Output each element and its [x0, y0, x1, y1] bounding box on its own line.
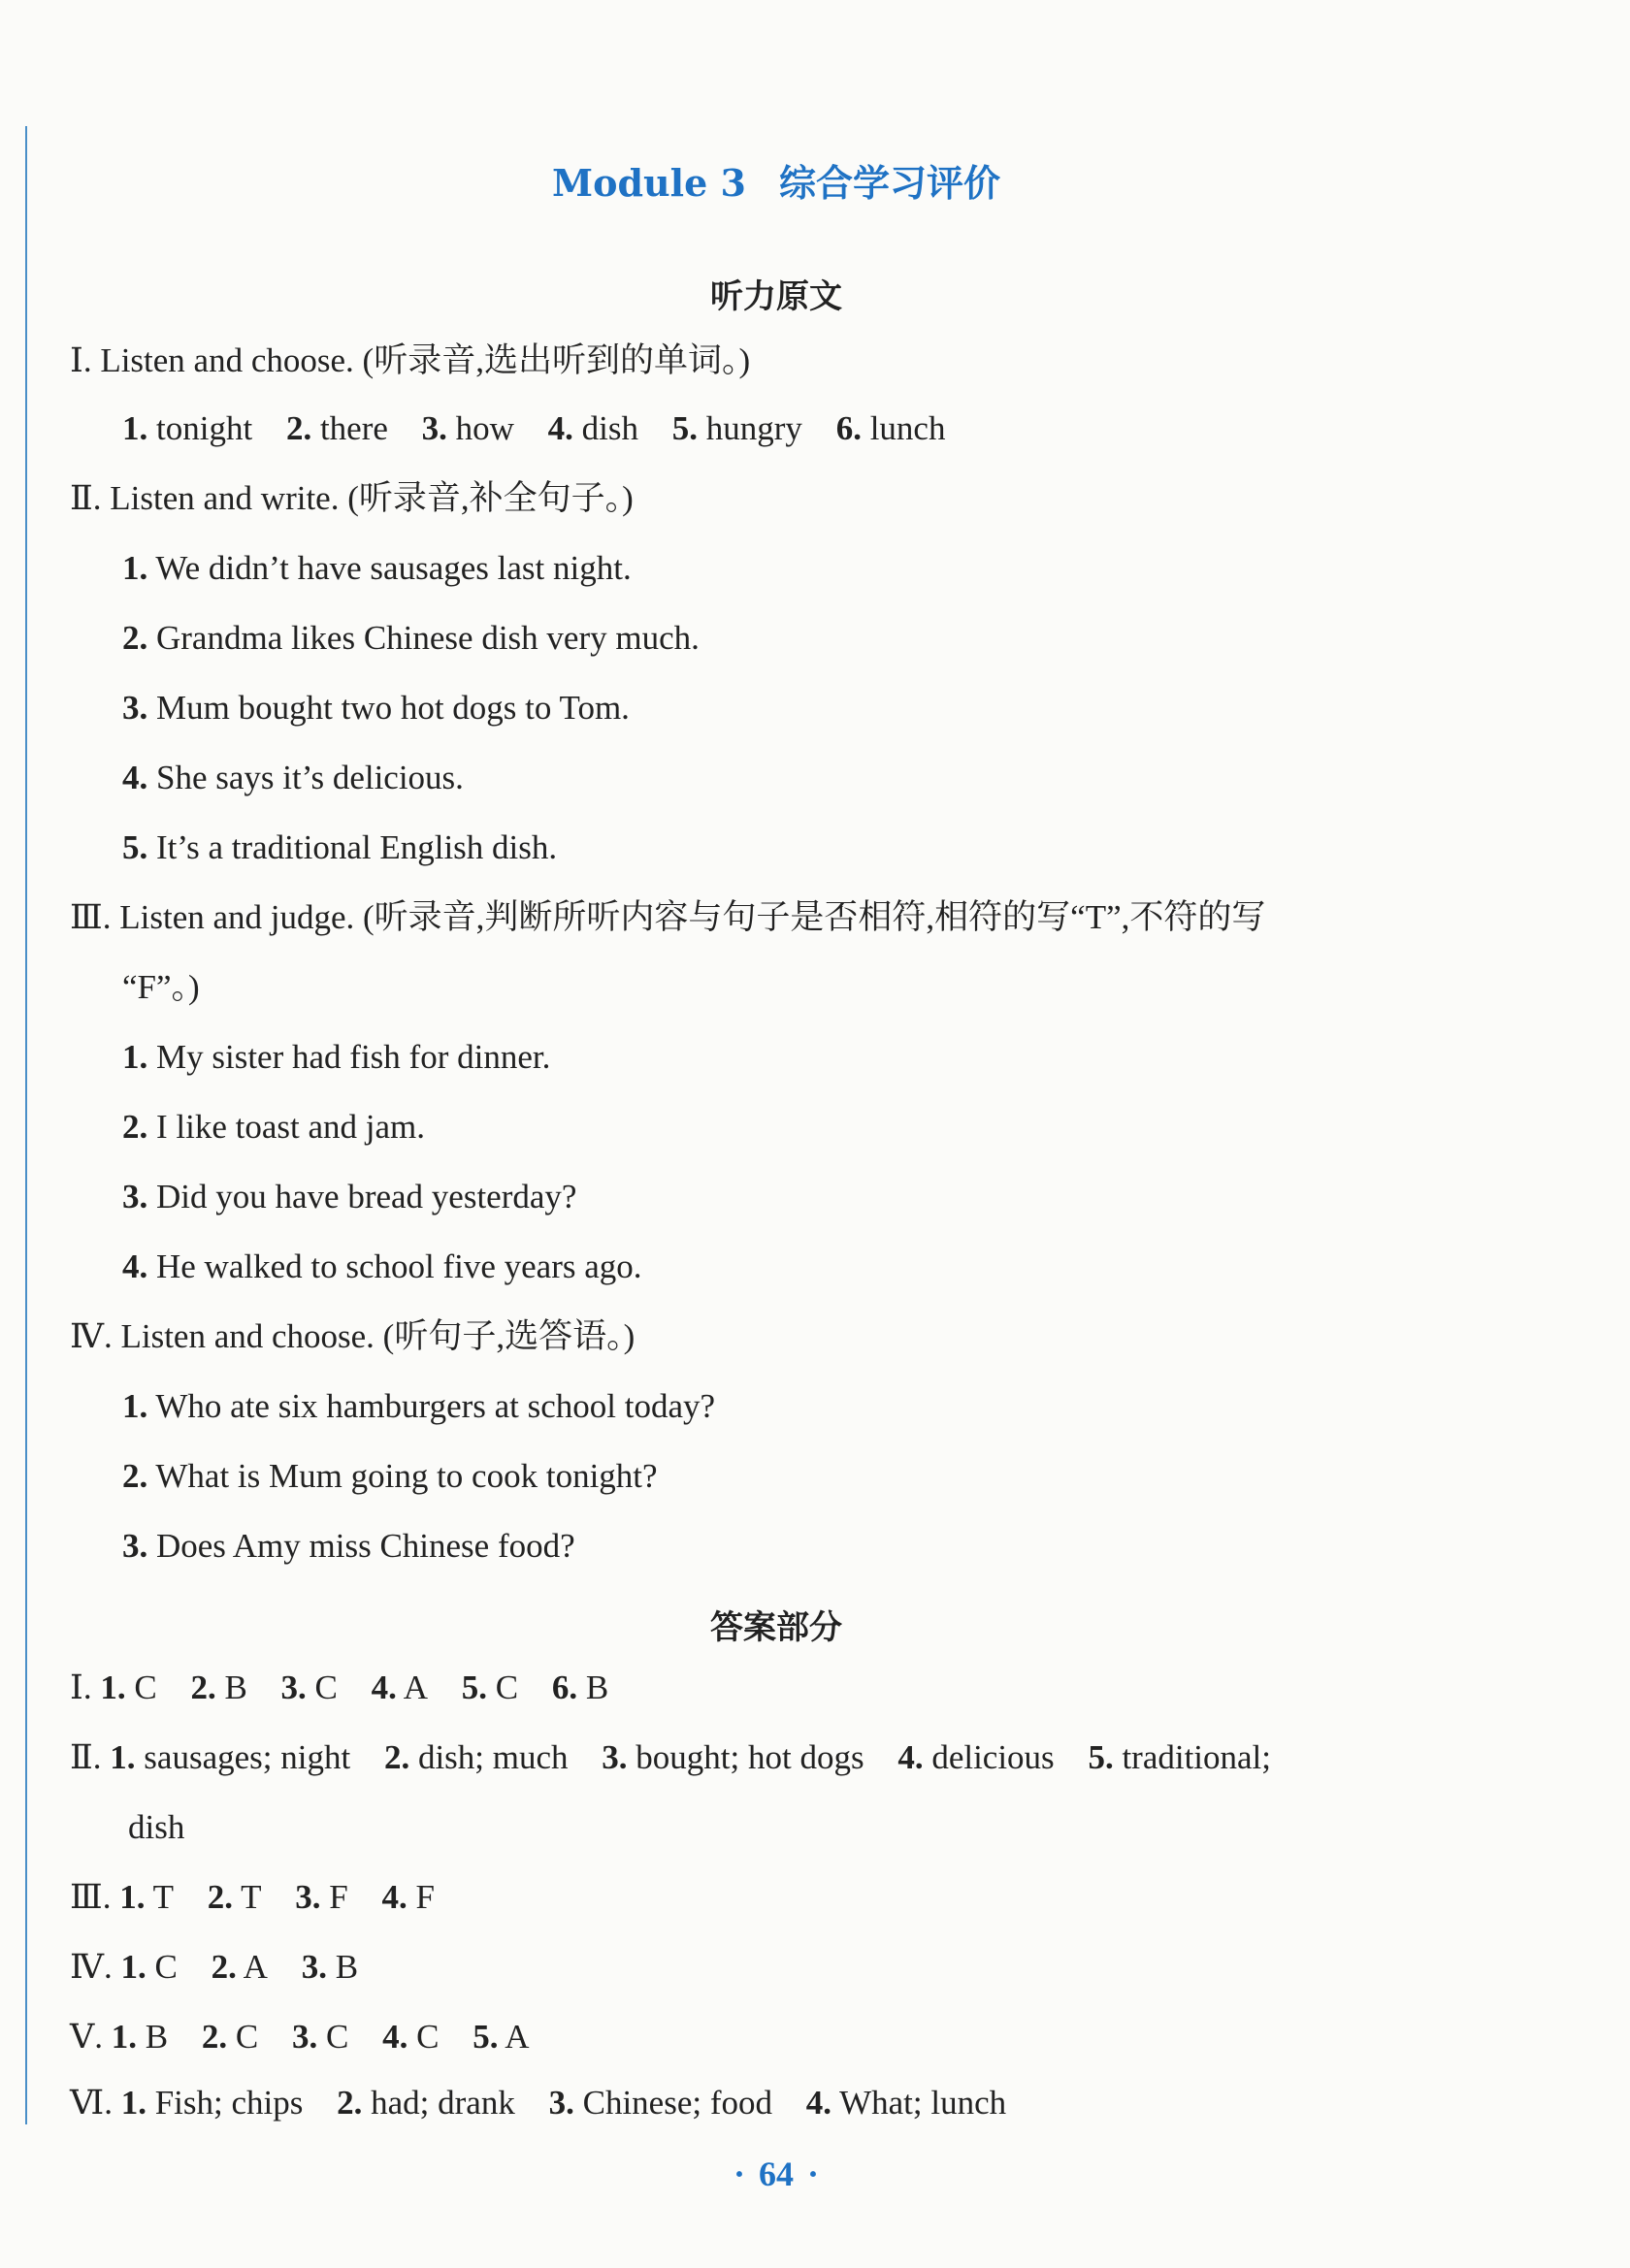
- list-item: 1. tonight: [122, 409, 253, 447]
- answer-row-5: Ⅴ. 1. B 2. C 3. C 4. C 5. A: [70, 2018, 530, 2056]
- dot-icon: ·: [807, 2155, 820, 2193]
- module-label: Module 3: [552, 161, 746, 205]
- list-item: 6. lunch: [835, 409, 946, 447]
- page-number: · 64 ·: [733, 2155, 820, 2193]
- list-item: 3. Does Amy miss Chinese food?: [122, 1527, 575, 1565]
- section-1-label: Ⅰ. Listen and choose. (听录音,选出听到的单词。): [70, 341, 751, 379]
- section-3-label: Ⅲ. Listen and judge. (听录音,判断所听内容与句子是否相符,相符的写“T”,不符的写: [70, 898, 1266, 936]
- page-title: [0, 153, 1552, 207]
- list-item: 5. It’s a traditional English dish.: [122, 828, 558, 866]
- section-3-label-cont: “F”。): [122, 968, 200, 1006]
- answer-row-3: Ⅲ. 1. T 2. T 3. F 4. F: [70, 1878, 435, 1916]
- list-item: 2. I like toast and jam.: [122, 1108, 426, 1146]
- answer-row-2: Ⅱ. 1. sausages; night 2. dish; much 3. bought; hot dogs 4. delicious 5. traditional;: [70, 1738, 1272, 1776]
- list-item: 1. My sister had fish for dinner.: [122, 1038, 551, 1076]
- list-item: 2. What is Mum going to cook tonight?: [122, 1457, 658, 1495]
- margin-rule: [25, 126, 27, 2124]
- listening-heading: 听力原文: [710, 277, 842, 316]
- list-item: 5. hungry: [671, 409, 802, 447]
- list-item: 4. She says it’s delicious.: [122, 759, 464, 796]
- list-item: 4. He walked to school five years ago.: [122, 1247, 642, 1285]
- list-item: 2. Grandma likes Chinese dish very much.: [122, 619, 700, 657]
- section-1-items: [122, 411, 970, 445]
- section-4-label: Ⅳ. Listen and choose. (听句子,选答语。): [70, 1317, 636, 1355]
- answer-row-2-cont: dish: [128, 1808, 185, 1846]
- answer-row-1: Ⅰ. 1. C 2. B 3. C 4. A 5. C 6. B: [70, 1669, 609, 1706]
- list-item: 3. Did you have bread yesterday?: [122, 1178, 577, 1215]
- answer-row-4: Ⅳ. 1. C 2. A 3. B: [70, 1948, 359, 1986]
- module-name: 综合学习评价: [778, 161, 1000, 205]
- answer-row-6: Ⅵ. 1. Fish; chips 2. had; drank 3. Chinese; food 4. What; lunch: [70, 2084, 1007, 2122]
- list-item: 4. dish: [547, 409, 639, 447]
- list-item: 1. We didn’t have sausages last night.: [122, 549, 632, 587]
- list-item: 1. Who ate six hamburgers at school today?: [122, 1387, 716, 1425]
- dot-icon: ·: [733, 2155, 745, 2193]
- list-item: 3. Mum bought two hot dogs to Tom.: [122, 689, 630, 727]
- list-item: 3. how: [421, 409, 514, 447]
- list-item: 2. there: [285, 409, 388, 447]
- answers-heading: 答案部分: [710, 1608, 842, 1647]
- section-2-label: Ⅱ. Listen and write. (听录音,补全句子。): [70, 479, 634, 517]
